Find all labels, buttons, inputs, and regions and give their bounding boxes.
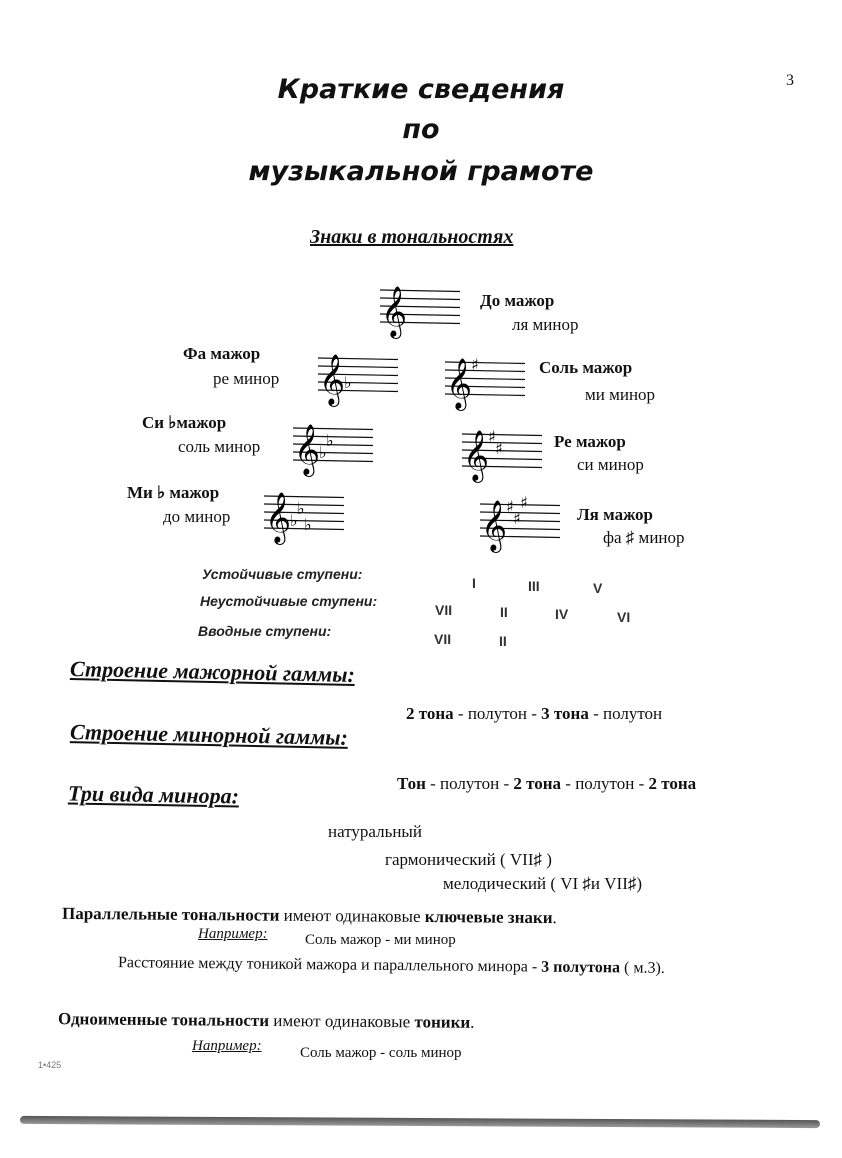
flat-icon: ♭ <box>304 515 312 534</box>
staff-c-major <box>380 282 460 337</box>
staff-f-major <box>318 350 398 405</box>
leading-degrees-label: Вводные ступени: <box>198 623 332 639</box>
key-minor-label: ля минор <box>512 315 579 334</box>
stable-degrees-label: Устойчивые ступени: <box>202 566 363 582</box>
treble-clef-icon: 𝄞 <box>381 286 408 337</box>
sharp-icon: ♯ <box>520 493 528 512</box>
key-major-label: Фа мажор <box>183 344 261 363</box>
degree: II <box>500 604 508 620</box>
key-minor-label: си минор <box>577 455 644 474</box>
staff-d-major <box>462 426 542 481</box>
major-scale-formula: 2 тона - полутон - 3 тона - полутон <box>406 704 663 723</box>
example-label: Например: <box>198 926 268 942</box>
sharp-icon: ♯ <box>513 509 521 528</box>
key-minor-label: соль минор <box>178 437 261 456</box>
key-major-label: Ми ♭ мажор <box>127 483 220 502</box>
minor-harmonic: гармонический ( VII♯ ) <box>385 850 552 869</box>
footer-code: 1•425 <box>38 1060 62 1070</box>
section-keys-heading: Знаки в тональностях <box>310 226 514 248</box>
sharp-icon: ♯ <box>495 439 503 458</box>
flat-icon: ♭ <box>297 499 305 518</box>
key-minor-label: ре минор <box>213 369 280 388</box>
example-label: Например: <box>192 1038 262 1054</box>
same-name-keys-statement: Одноименные тональности имеют одинаковые тоники. <box>57 1009 475 1032</box>
unstable-degrees-label: Неустойчивые ступени: <box>200 593 378 609</box>
degree: I <box>472 575 476 591</box>
flat-icon: ♭ <box>326 431 334 450</box>
treble-clef-icon: 𝄞 <box>463 430 490 481</box>
key-major-label: Ля мажор <box>577 505 653 524</box>
minor-scale-heading: Строение минорной гаммы: <box>69 719 349 750</box>
parallel-keys-statement: Параллельные тональности имеют одинаковые ключевые знаки. <box>61 903 557 928</box>
flat-icon: ♭ <box>344 373 352 392</box>
treble-clef-icon: 𝄞 <box>319 354 346 405</box>
minor-scale-formula: Тон - полутон - 2 тона - полутон - 2 тона <box>397 774 697 793</box>
treble-clef-icon: 𝄞 <box>481 500 508 551</box>
page-bottom-edge <box>20 1116 820 1128</box>
flat-icon: ♭ <box>319 443 327 462</box>
sharp-icon: ♯ <box>471 355 479 374</box>
key-major-label: Ре мажор <box>554 432 626 451</box>
major-scale-heading: Строение мажорной гаммы: <box>69 656 356 687</box>
minor-natural: натуральный <box>328 822 422 841</box>
key-minor-label: до минор <box>163 507 231 526</box>
staff-eflat-major <box>264 488 344 543</box>
sharp-icon: ♯ <box>506 497 514 516</box>
page-number: 3 <box>786 72 794 89</box>
degree: III <box>528 578 540 594</box>
flat-icon: ♭ <box>290 511 298 530</box>
degree: IV <box>555 606 569 622</box>
sharp-icon: ♯ <box>488 427 496 446</box>
key-minor-label: фа ♯ минор <box>603 528 685 547</box>
treble-clef-icon: 𝄞 <box>294 424 321 475</box>
degree: V <box>593 580 603 596</box>
parallel-example: Соль мажор - ми минор <box>305 932 456 948</box>
treble-clef-icon: 𝄞 <box>446 358 473 409</box>
title-line-3: музыкальной грамоте <box>248 156 594 187</box>
degree: II <box>499 633 507 649</box>
staff-g-major <box>445 354 525 409</box>
parallel-distance: Расстояние между тоникой мажора и параллельного минора - 3 полутона ( м.3). <box>117 954 665 977</box>
key-major-label: До мажор <box>480 291 555 310</box>
degree: VII <box>435 602 453 618</box>
key-major-label: Соль мажор <box>539 358 633 377</box>
same-name-example: Соль мажор - соль минор <box>300 1045 462 1061</box>
title-line-1: Краткие сведения <box>277 74 565 105</box>
minor-types-heading: Три вида минора: <box>67 780 240 809</box>
treble-clef-icon: 𝄞 <box>265 492 292 543</box>
minor-melodic: мелодический ( VI ♯и VII♯) <box>443 874 643 893</box>
degree: VI <box>617 609 631 625</box>
degree: VII <box>434 631 452 647</box>
staff-bflat-major <box>293 420 373 475</box>
title-line-2: по <box>402 114 440 145</box>
key-major-label: Си ♭мажор <box>142 413 227 432</box>
key-minor-label: ми минор <box>585 385 656 404</box>
staff-a-major <box>480 493 560 551</box>
